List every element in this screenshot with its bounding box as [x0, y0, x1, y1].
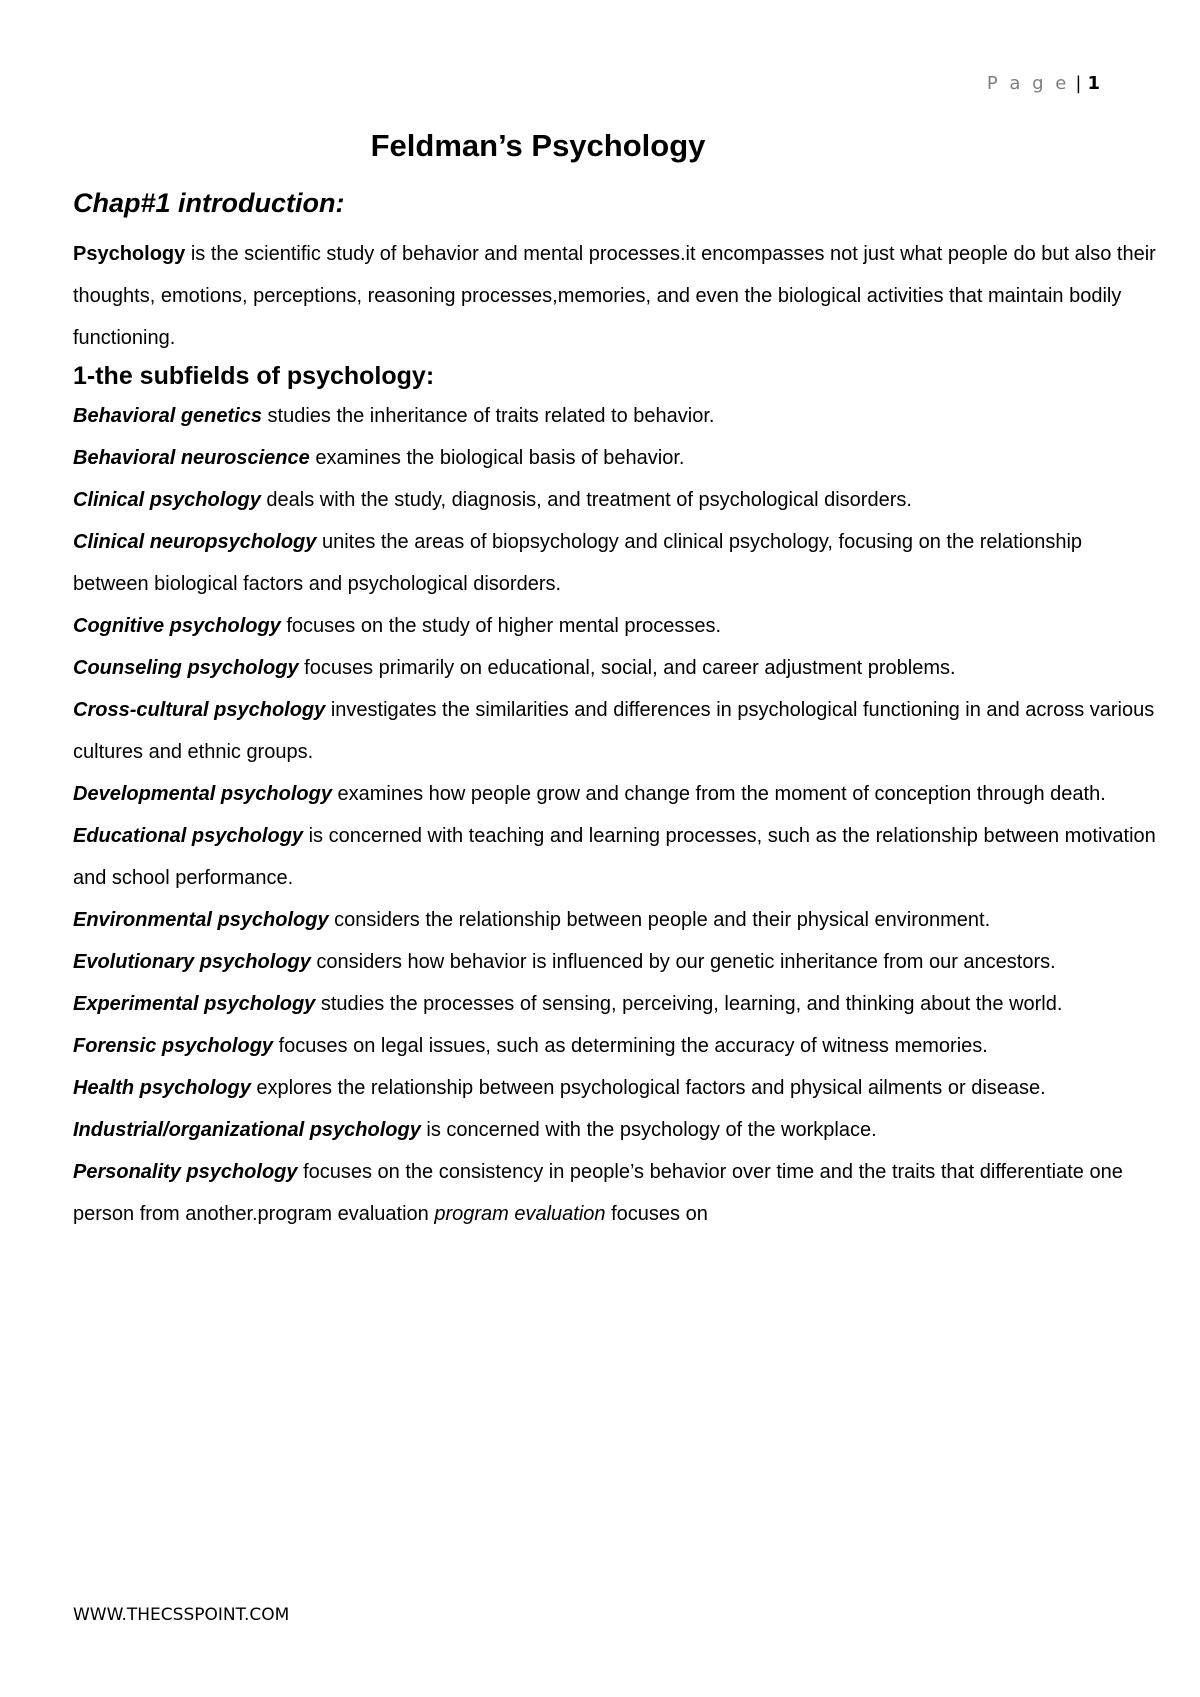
- subfield-entry: [73, 1109, 1163, 1151]
- page-separator: |: [1075, 73, 1082, 94]
- subfield-entry: [73, 521, 1163, 605]
- subfield-entry: [73, 605, 1163, 647]
- document-body: [73, 188, 1163, 1235]
- subfield-entry: [73, 1025, 1163, 1067]
- subfield-entry: [73, 983, 1163, 1025]
- subfield-term: Health psychology: [73, 1077, 251, 1099]
- subfield-term: Behavioral neuroscience: [73, 447, 310, 469]
- subfield-entry: [73, 773, 1163, 815]
- subfield-term: Cross-cultural psychology: [73, 699, 326, 721]
- subfield-description: examines the biological basis of behavior.: [309, 447, 685, 469]
- intro-text: is the scientific study of behavior and mental processes.it encompasses not just what people do but also their thoughts, emotions, perceptions, reasoning processes,memories, and even the biological activities that maintain bodily functioning.: [73, 243, 1156, 349]
- subfield-term: Industrial/organizational psychology: [73, 1119, 421, 1141]
- subfield-term: Clinical neuropsychology: [73, 531, 317, 553]
- subfield-description-cont: focuses on: [605, 1203, 708, 1225]
- page-label: P a g e: [986, 73, 1070, 94]
- intro-term: Psychology: [73, 243, 186, 265]
- subfield-description: is concerned with teaching and learning processes, such as the relationship between motivation and school performance.: [73, 825, 1156, 889]
- subfield-emphasis: program evaluation: [434, 1203, 606, 1225]
- subfield-description: considers how behavior is influenced by our genetic inheritance from our ancestors.: [310, 951, 1056, 973]
- subfield-entry: [73, 1067, 1163, 1109]
- subfield-description: focuses on the consistency in people’s behavior over time and the traits that differentiate one person from another.program evaluation: [73, 1161, 1123, 1225]
- subfield-term: Behavioral genetics: [73, 405, 262, 427]
- subfield-entry: [73, 941, 1163, 983]
- subfield-description: examines how people grow and change from the moment of conception through death.: [331, 783, 1106, 805]
- subfield-term: Cognitive psychology: [73, 615, 281, 637]
- subfield-description: studies the inheritance of traits related to behavior.: [261, 405, 715, 427]
- document-title: Feldman’s Psychology: [370, 128, 706, 163]
- subfield-entry: [73, 647, 1163, 689]
- subfield-description: studies the processes of sensing, perceiving, learning, and thinking about the world.: [315, 993, 1063, 1015]
- page-number: 1: [1087, 73, 1100, 94]
- subfield-description: considers the relationship between people and their physical environment.: [328, 909, 991, 931]
- subfield-description: unites the areas of biopsychology and clinical psychology, focusing on the relationship between biological factors and psychological disorders.: [73, 531, 1083, 595]
- subfield-entry: [73, 815, 1163, 899]
- subfield-description: focuses on legal issues, such as determining the accuracy of witness memories.: [273, 1035, 988, 1057]
- subfield-description: focuses on the study of higher mental processes.: [280, 615, 722, 637]
- subfield-term: Forensic psychology: [73, 1035, 274, 1057]
- section-heading: 1-the subfields of psychology:: [73, 362, 435, 390]
- subfield-entry: [73, 689, 1163, 773]
- subfield-term: Personality psychology: [73, 1161, 298, 1183]
- subfield-entry: [73, 899, 1163, 941]
- subfield-description: deals with the study, diagnosis, and treatment of psychological disorders.: [260, 489, 912, 511]
- subfield-entry: [73, 437, 1163, 479]
- subfield-description: investigates the similarities and differences in psychological functioning in and across various cultures and ethnic groups.: [73, 699, 1155, 763]
- subfield-term: Educational psychology: [73, 825, 304, 847]
- subfield-description: explores the relationship between psychological factors and physical ailments or disease.: [250, 1077, 1046, 1099]
- subfield-term: Developmental psychology: [73, 783, 332, 805]
- subfield-term: Clinical psychology: [73, 489, 261, 511]
- subfield-term: Evolutionary psychology: [73, 951, 311, 973]
- subfield-entry: [73, 395, 1163, 437]
- chapter-heading: Chap#1 introduction:: [73, 188, 345, 218]
- subfield-entry: [73, 479, 1163, 521]
- subfield-term: Experimental psychology: [73, 993, 316, 1015]
- subfield-description: focuses primarily on educational, social, and career adjustment problems.: [298, 657, 956, 679]
- subfield-term: Counseling psychology: [73, 657, 299, 679]
- footer-url: WWW.THECSSPOINT.COM: [73, 1605, 290, 1625]
- intro-paragraph: [73, 233, 1163, 359]
- page-header: [987, 73, 1100, 94]
- subfield-list: [73, 395, 1163, 1235]
- subfield-term: Environmental psychology: [73, 909, 329, 931]
- subfield-entry: [73, 1151, 1163, 1235]
- subfield-description: is concerned with the psychology of the workplace.: [420, 1119, 877, 1141]
